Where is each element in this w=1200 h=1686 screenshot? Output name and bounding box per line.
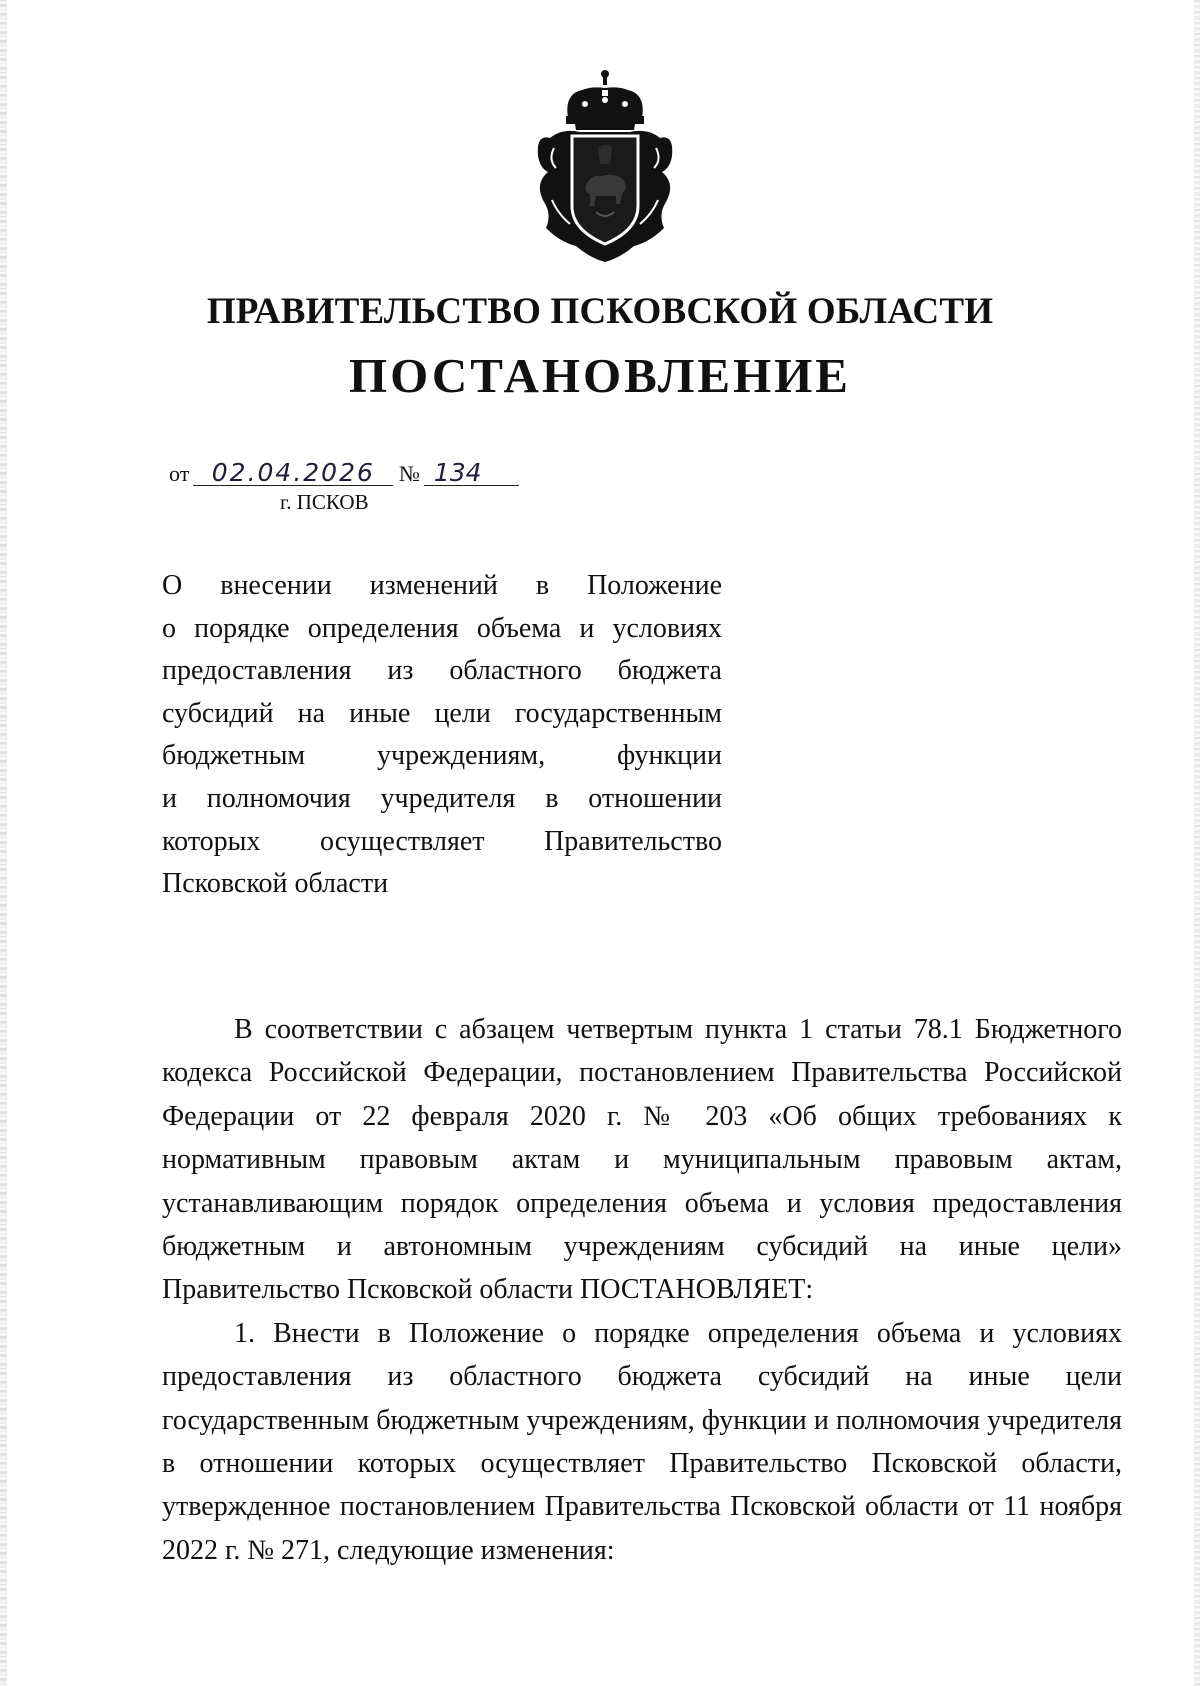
subject-line: о порядке определения объема и условиях	[162, 612, 722, 644]
city: г. ПСКОВ	[280, 490, 369, 514]
preamble-paragraph: В соответствии с абзацем четвертым пункта 1 статьи 78.1 Бюджетного кодекса Российской Федерации, постановлением Правительства Российской Федерации от 22 февраля 2020 г. № 203 «Об общих требованиях к нормативным правовым актам и муниципальным правовым актам, устанавливающим порядок определения объема и условия предоставления бюджетным и автономным учреждениям субсидий на иные цели» Правительство Псковской области ПОСТАНОВЛЯЕТ:	[162, 1014, 1122, 1306]
subject-line: Псковской области	[162, 868, 389, 900]
subject-line: которых осуществляет Правительство	[162, 825, 722, 857]
registration-line	[169, 458, 519, 487]
issuing-authority: ПРАВИТЕЛЬСТВО ПСКОВСКОЙ ОБЛАСТИ	[206, 291, 994, 332]
subject-line: и полномочия учредителя в отношении	[162, 782, 722, 814]
scan-edge-right	[1194, 0, 1200, 1686]
subject-line: субсидий на иные цели государственным	[162, 697, 722, 729]
date-field: 02.04.2026	[193, 461, 393, 486]
document-body	[162, 1008, 1122, 1572]
date-label: от	[169, 461, 190, 486]
document-type: ПОСТАНОВЛЕНИЕ	[349, 348, 851, 403]
clause-1-paragraph: 1. Внести в Положение о порядке определения объема и условиях предоставления из областного бюджета субсидий на иные цели государственным бюджетным учреждениям, функции и полномочия учредителя в отношении которых осуществляет Правительство Псковской области, утвержденное постановлением Правительства Псковской области от 11 ноября 2022 г. № 271, следующие изменения:	[162, 1317, 1122, 1566]
number-label: №	[398, 461, 420, 486]
subject-line: бюджетным учреждениям, функции	[162, 740, 722, 772]
coat-of-arms-icon	[530, 68, 680, 264]
number-field: 134	[424, 461, 519, 486]
document-subject	[162, 565, 722, 906]
subject-line: предоставления из областного бюджета	[162, 655, 722, 687]
subject-line: О внесении изменений в Положение	[162, 570, 722, 601]
scan-edge-left	[0, 0, 7, 1686]
